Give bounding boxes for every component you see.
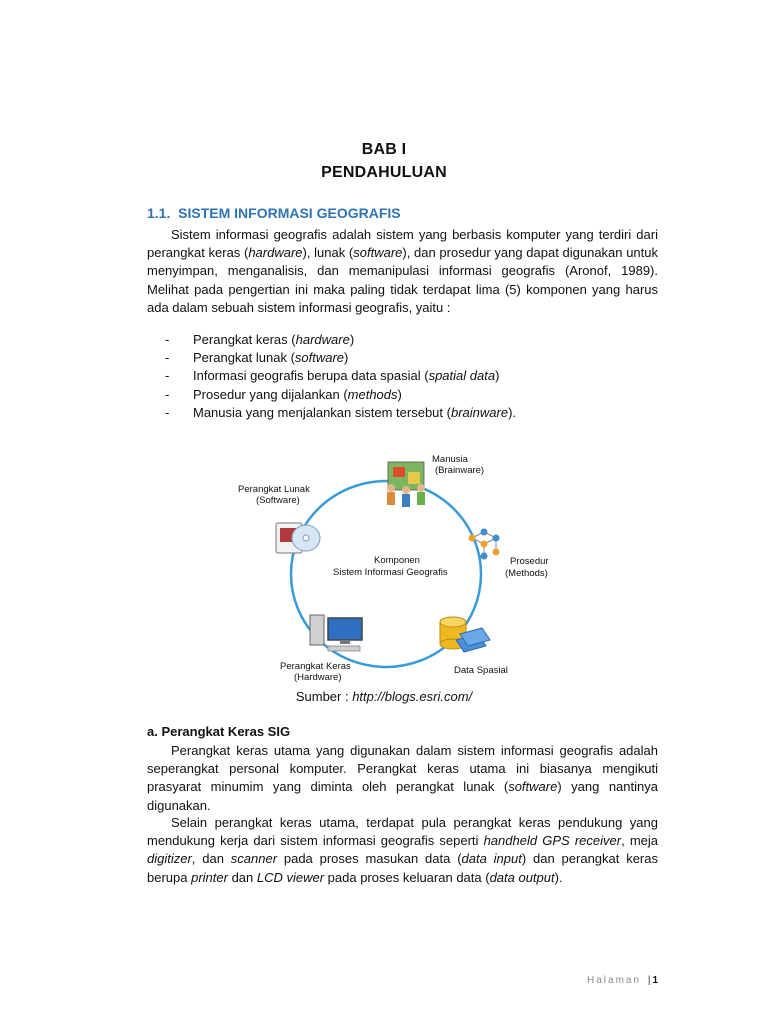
software-icon [276, 523, 320, 553]
figure-caption [0, 689, 768, 704]
caption-label: Sumber : [295, 689, 353, 704]
footer-label: Halaman [587, 975, 642, 986]
component-list [165, 331, 655, 422]
label-manusia: Manusia [432, 454, 468, 465]
computer-icon [310, 615, 362, 651]
label-software: (Software) [256, 495, 300, 506]
chapter-number: BAB I [361, 141, 407, 158]
intro-paragraph [147, 226, 658, 317]
label-perangkat-lunak: Perangkat Lunak [238, 484, 310, 495]
label-hardware: (Hardware) [294, 672, 342, 683]
caption-source: http://blogs.esri.com/ [352, 689, 473, 704]
page-number: 1 [652, 975, 658, 986]
hardware-paragraph-1: Perangkat keras utama yang digunakan dalam sistem informasi geografis adalah seperangkat personal komputer. Perangkat keras utama ini biasanya mengikuti prasyarat minumim yang diminta oleh perangkat lunak (software) yang nantinya digunakan. [147, 743, 658, 813]
center-label-1: Komponen [374, 555, 420, 566]
label-methods: (Methods) [505, 568, 548, 579]
footer-separator: | [647, 975, 651, 986]
section-heading [147, 205, 401, 221]
intro-text-1: Sistem informasi geografis adalah sistem yang berbasis komputer yang terdiri dari perangkat keras ( [147, 227, 658, 261]
spatial-data-icon [440, 617, 490, 652]
list-item: - Prosedur yang dijalankan (methods) [165, 386, 402, 402]
label-prosedur: Prosedur [510, 556, 549, 567]
center-label-2: Sistem Informasi Geografis [333, 567, 448, 578]
gis-components-diagram [228, 448, 549, 688]
list-item: - Manusia yang menjalankan sistem tersebut (brainware). [165, 404, 517, 420]
chapter-title: PENDAHULUAN [321, 164, 447, 181]
label-brainware: (Brainware) [435, 465, 485, 476]
methods-network-icon [469, 529, 500, 560]
list-item: - Perangkat lunak (software) [165, 350, 349, 366]
label-data-spasial: Data Spasial [454, 665, 508, 676]
section-number: 1.1. [147, 205, 171, 221]
page-footer [587, 975, 658, 986]
intro-text-3: ), dan prosedur yang dapat digunakan untuk menyimpan, menganalisis, dan memanipulasi informasi geografis (Aronof, 1989). Melihat pada pengertian ini maka paling tidak terdapat lima (5) komponen yang harus ada dalam sebuah sistem informasi geografis, yaitu : [147, 245, 658, 315]
subsection-heading: a. Perangkat Keras SIG [147, 724, 291, 739]
label-perangkat-keras: Perangkat Keras [280, 661, 351, 672]
intro-software: software [353, 245, 403, 261]
section-title: SISTEM INFORMASI GEOGRAFIS [178, 205, 401, 221]
intro-text-2: ), lunak ( [302, 245, 354, 261]
people-map-icon [387, 462, 425, 507]
list-item: - Informasi geografis berupa data spasial (spatial data) [165, 368, 500, 384]
list-item: - Perangkat keras (hardware) [165, 332, 355, 347]
hardware-paragraph-2: Selain perangkat keras utama, terdapat pula perangkat keras pendukung yang mendukung kerja dari sistem informasi geografis seperti handheld GPS receiver, meja digitizer, dan scanner pada proses masukan data (data input) dan perangkat keras berupa printer dan LCD viewer pada proses keluaran data (data output). [147, 815, 658, 885]
intro-hardware: hardware [248, 245, 303, 261]
